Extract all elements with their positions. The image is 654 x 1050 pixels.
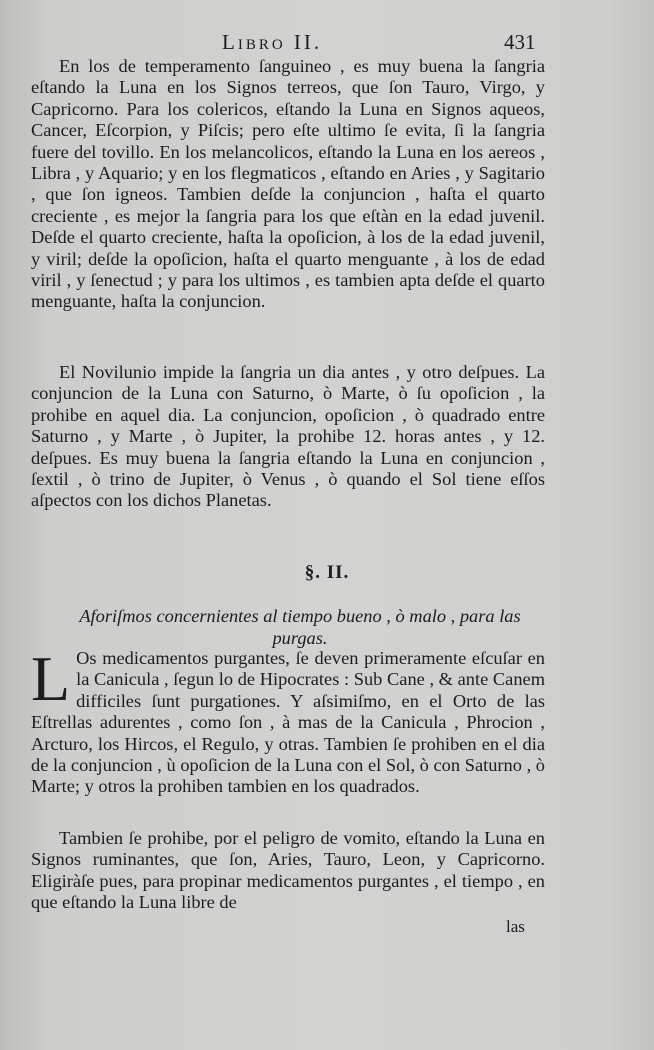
- section-subtitle: Aforiſmos concernientes al tiempo bueno , ò malo , para las purgas.: [79, 606, 521, 648]
- page-number: 431: [504, 30, 536, 54]
- running-head: Libro II.: [222, 30, 323, 54]
- paragraph-purgatives-text: Os medicamentos purgantes, ſe deven primeramente eſcuſar en la Canicula , ſegun lo de Hipocrates : Sub Cane , & ante Canem difficiles ſunt purgationes. Y aſsimiſmo, en el Orto de las Eſtrellas adurentes , como ſon , à mas de la Canicula , Phrocion , Arcturo, los Hircos, el Regulo, y otras. Tambien ſe prohiben en el dia de la conjuncion , ù opoſicion de la Luna con el Sol, ò con Saturno , ò Marte; y otros la prohiben tambien en los quadrados.: [31, 648, 545, 797]
- paragraph-purgatives: [31, 643, 545, 798]
- paragraph-bloodletting-temperaments: En los de temperamento ſanguineo , es muy buena la ſangria eſtando la Luna en los Signos terreos, que ſon Tauro, Virgo, y Capricorno. Para los colericos, eſtando la Luna en Signos aqueos, Cancer, Eſcorpion, y Piſcis; pero eſte ultimo ſe evita, ſi la ſangria fuere del tovillo. En los melancolicos, eſtando la Luna en los aereos , Libra , y Aquario; y en los flegmaticos , eſtando en Aries , y Sagitario , que ſon igneos. Tambien deſde la conjuncion , haſta el quarto creciente , es mejor la ſangria para los que eſtàn en la edad juvenil. Deſde el quarto creciente, haſta la opoſicion, à los de la edad juvenil, y viril; deſde la opoſicion, haſta el quarto menguante , à los de edad viril , y ſenectud ; y para los ultimos , es tambien apta deſde el quarto menguante, haſta la conjuncion.: [31, 56, 545, 312]
- catchword: las: [506, 917, 525, 936]
- section-heading: §. II.: [304, 562, 350, 583]
- paragraph-ruminant-signs: Tambien ſe prohibe, por el peligro de vomito, eſtando la Luna en Signos ruminantes, que ſon, Aries, Tauro, Leon, y Capricorno. Eligiràſe pues, para propinar medicamentos purgantes , el tiempo , en que eſtando la Luna libre de: [31, 828, 545, 913]
- drop-cap: L: [31, 643, 71, 714]
- page-header: [0, 30, 654, 58]
- paragraph-new-moon: El Novilunio impide la ſangria un dia antes , y otro deſpues. La conjuncion de la Luna con Saturno, ò Marte, ò ſu opoſicion , la prohibe en aquel dia. La conjuncion, opoſicion , ò quadrado entre Saturno , y Marte , ò Jupiter, la prohibe 12. horas antes , y 12. deſpues. Es muy buena la ſangria eſtando la Luna en conjuncion , ſextil , ò trino de Jupiter, ò Venus , ò quando el Sol tiene eſſos aſpectos con los dichos Planetas.: [31, 362, 545, 511]
